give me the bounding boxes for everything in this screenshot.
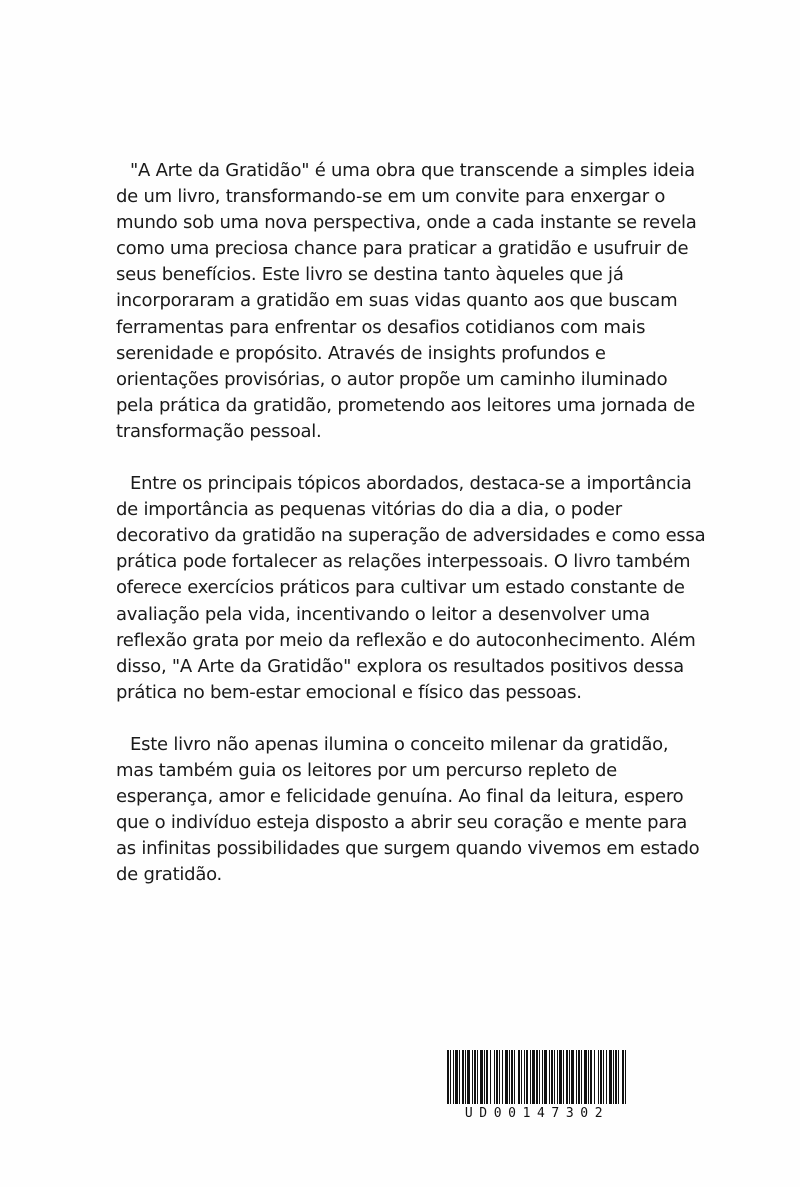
barcode-bar (518, 1050, 520, 1104)
barcode-bar (606, 1050, 607, 1104)
barcode-bar (494, 1050, 495, 1104)
barcode-bar (594, 1050, 595, 1104)
barcode-bar (477, 1050, 478, 1104)
barcode-bar (474, 1050, 476, 1104)
barcode-bar (514, 1050, 515, 1104)
barcode-bar (563, 1050, 564, 1104)
barcode-bar (472, 1050, 473, 1104)
barcode-bar (549, 1050, 550, 1104)
barcode-bar (450, 1050, 451, 1104)
barcode-bar (521, 1050, 522, 1104)
barcode-bar (490, 1050, 491, 1104)
barcode-bar (578, 1050, 580, 1104)
barcode-bar (554, 1050, 555, 1104)
barcode-bar (598, 1050, 599, 1104)
barcode-number: UD00147302 (464, 1106, 610, 1121)
barcode-bar (584, 1050, 587, 1104)
barcode-bar (499, 1050, 500, 1104)
barcode-bar (465, 1050, 466, 1104)
barcode-bar (615, 1050, 617, 1104)
barcode-bar (447, 1050, 449, 1104)
barcode-bar (511, 1050, 513, 1104)
barcode-bar (505, 1050, 508, 1104)
barcode-bar (600, 1050, 602, 1104)
barcode-bar (590, 1050, 592, 1104)
barcode-bar (462, 1050, 464, 1104)
barcode-bar (530, 1050, 531, 1104)
barcode-bar (542, 1050, 543, 1104)
barcode-bar (576, 1050, 577, 1104)
barcode-bar (459, 1050, 460, 1104)
barcode-bar (455, 1050, 458, 1104)
barcode-bar (486, 1050, 488, 1104)
barcode-bar (603, 1050, 604, 1104)
barcode-bar (559, 1050, 562, 1104)
barcode-bar (502, 1050, 503, 1104)
barcode-bar (536, 1050, 538, 1104)
barcode-bars (445, 1050, 629, 1106)
barcode-bar (524, 1050, 525, 1104)
synopsis-paragraph-2: Entre os principais tópicos abordados, destaca-se a importância de importância as pequenas vitórias do dia a dia, o poder decorativo da gratidão na superação de adversidades e como essa prática pode fortalecer as relações interpessoais. O livro também oferece exercícios práticos para cultivar um estado constante de avaliação pela vida, incentivando o leitor a desenvolver uma reflexão grata por meio da reflexão e do autoconhecimento. Além disso, "A Arte da Gratidão" explora os resultados positivos dessa prática no bem-estar emocional e físico das pessoas. (116, 473, 706, 703)
barcode-bar (484, 1050, 485, 1104)
barcode-bar (618, 1050, 619, 1104)
barcode-bar (613, 1050, 614, 1104)
barcode (445, 1050, 629, 1126)
barcode-bar (625, 1050, 626, 1104)
barcode-bar (496, 1050, 498, 1104)
barcode-bar (566, 1050, 568, 1104)
barcode-bar (569, 1050, 570, 1104)
barcode-bar (480, 1050, 483, 1104)
barcode-bar (571, 1050, 574, 1104)
synopsis-paragraph-3: Este livro não apenas ilumina o conceito milenar da gratidão, mas também guia os leitores por um percurso repleto de esperança, amor e felicidade genuína. Ao final da leitura, espero que o indivíduo esteja disposto a abrir seu coração e mente para as infinitas possibilidades que surgem quando vivemos em estado de gratidão. (116, 733, 700, 886)
synopsis-paragraph-1: "A Arte da Gratidão" é uma obra que transcende a simples ideia de um livro, transformando-se em um convite para enxergar o mundo sob uma nova perspectiva, onde a cada instante se revela como uma preciosa chance para praticar a gratidão e usufruir de seus benefícios. Este livro se destina tanto àqueles que já incorporaram a gratidão em suas vidas quanto aos que buscam ferramentas para enfrentar os desafios cotidianos com mais serenidade e propósito. Através de insights profundos e orientações provisórias, o autor propõe um caminho iluminado pela prática da gratidão, prometendo aos leitores uma jornada de transformação pessoal. (116, 160, 697, 442)
barcode-bar (622, 1050, 624, 1104)
barcode-bar (526, 1050, 528, 1104)
barcode-bar (509, 1050, 510, 1104)
barcode-bar (544, 1050, 547, 1104)
barcode-bar (581, 1050, 582, 1104)
synopsis-text-block (116, 158, 708, 888)
barcode-bar (467, 1050, 470, 1104)
barcode-bar (557, 1050, 558, 1104)
barcode-bar (453, 1050, 454, 1104)
barcode-bar (539, 1050, 540, 1104)
barcode-bar (551, 1050, 553, 1104)
barcode-bar (588, 1050, 589, 1104)
barcode-bar (532, 1050, 535, 1104)
barcode-bar (609, 1050, 612, 1104)
